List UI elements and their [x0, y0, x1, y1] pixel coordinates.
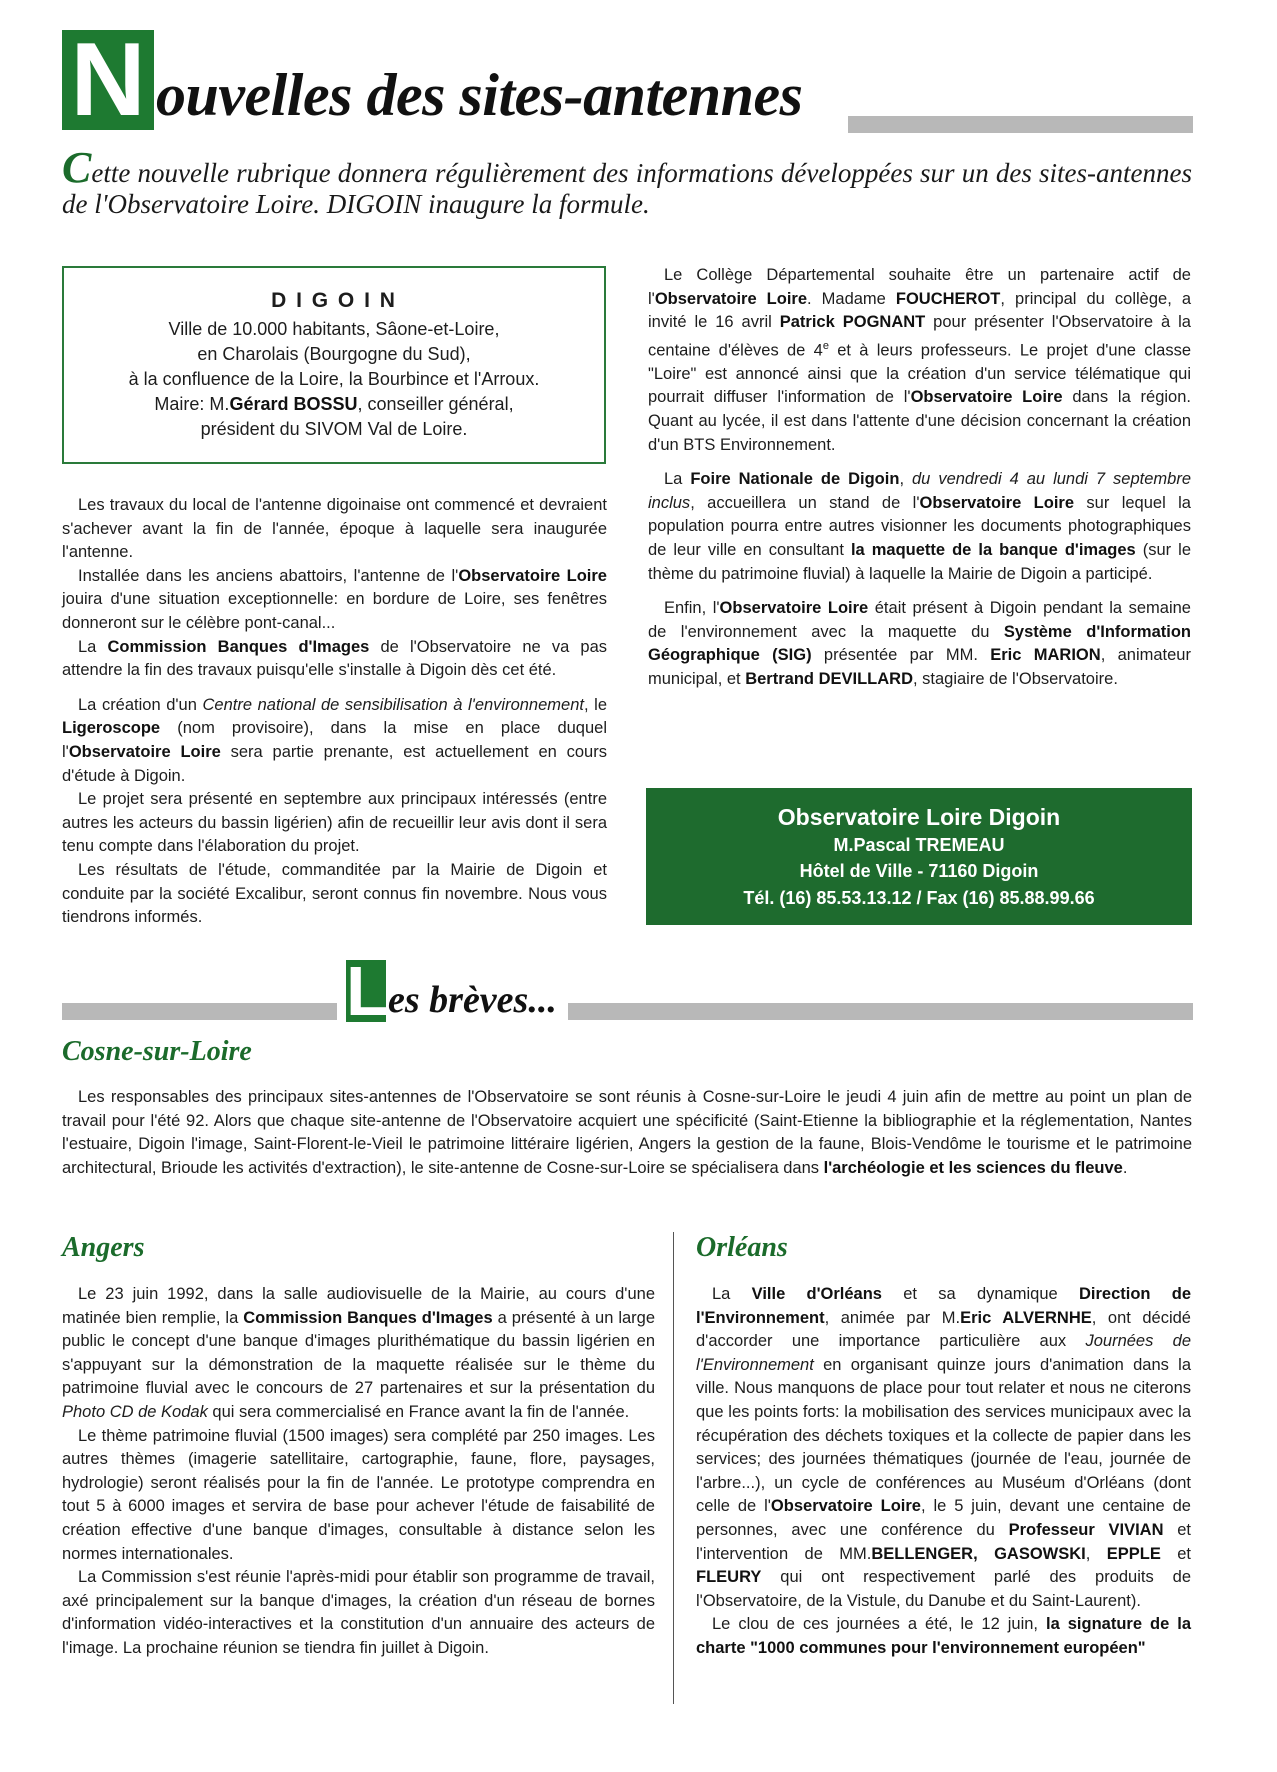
paragraph: La Foire Nationale de Digoin, du vendredi 4 au lundi 7 septembre inclus, accueillera un stand de l'Observatoire Loire sur lequel la population pourra entre autres visionner les documents photographiques de leur ville en consultant la maquette de la banque d'images (sur le thème du patrimoine fluvial) à laquelle la Mairie de Digoin a participé.	[648, 470, 1192, 583]
contact-box	[646, 788, 1192, 925]
paragraph: Les responsables des principaux sites-antennes de l'Observatoire se sont réunis à Cosne-sur-Loire le jeudi 4 juin afin de mettre au point un plan de travail pour l'été 92. Alors que chaque site-antenne de l'Observatoire acquiert une spécificité (Saint-Etienne la bibliographie et la réglementation, Nantes l'estuaire, Digoin l'image, Saint-Florent-le-Vieil le patrimoine littéraire ligérien, Angers la gestion de la faune, Blois-Vendôme le tourisme et le patrimoine architectural, Brioude les activités d'extraction), le site-antenne de Cosne-sur-Loire se spécialisera dans l'archéologie et les sciences du fleuve.	[62, 1088, 1192, 1177]
digoin-box-line3: à la confluence de la Loire, la Bourbince et l'Arroux.	[128, 369, 540, 389]
paragraph: La Ville d'Orléans et sa dynamique Direction de l'Environnement, animée par M.Eric ALVERNHE, ont décidé d'accorder une importance particulière aux Journées de l'Environnement en organisant quinze jours d'animation dans la ville. Nous manquons de place pour tout relater et nous ne citerons que les points forts: la mobilisation des services municipaux avec la récupération des déchets toxiques et la collecte de papier dans les services; des journées thématiques (journée de l'eau, journée de l'arbre...), un cycle de conférences au Muséum d'Orléans (dont celle de l'Observatoire Loire, le 5 juin, devant une centaine de personnes, avec une conférence du Professeur VIVIAN et l'intervention de MM.BELLENGER, GASOWSKI, EPPLE et FLEURY qui ont respectivement parlé des produits de l'Observatoire, de la Vistule, du Danube et du Saint-Laurent).	[696, 1285, 1192, 1610]
paragraph: La Commission Banques d'Images de l'Observatoire ne va pas attendre la fin des travaux puisqu'elle s'installe à Digoin dès cet été.	[62, 637, 608, 680]
paragraph: Enfin, l'Observatoire Loire était présent à Digoin pendant la semaine de l'environnement avec la maquette du Système d'Information Géographique (SIG) présentée par MM. Eric MARION, animateur municipal, et Bertrand DEVILLARD, stagiaire de l'Observatoire.	[648, 599, 1191, 688]
cosne-text	[62, 1086, 1192, 1180]
digoin-box-line2: en Charolais (Bourgogne du Sud),	[197, 344, 471, 364]
breves-rule-left	[62, 1003, 337, 1020]
right-column-text	[648, 264, 1191, 692]
angers-text	[62, 1283, 655, 1661]
title-initial: N	[62, 30, 154, 130]
breves-initial: L	[346, 952, 389, 1030]
title-text: ouvelles des sites-antennes	[156, 62, 803, 128]
paragraph: Les résultats de l'étude, commanditée par la Mairie de Digoin et conduite par la société Excalibur, seront connus fin novembre. Nous vous tiendrons informés.	[62, 860, 607, 927]
breves-text: es brèves...	[388, 979, 557, 1021]
paragraph: Le projet sera présenté en septembre aux principaux intéressés (entre autres les acteurs du bassin ligérien) afin de recueillir leur avis dont il sera tenu compte dans l'élaboration du projet.	[62, 790, 607, 856]
paragraph: La Commission s'est réunie l'après-midi pour établir son programme de travail, axé principalement sur la banque d'images, la création d'un réseau de bornes d'information vidéo-interactives et la constitution d'un annuaire des acteurs de l'image. La prochaine réunion se tiendra fin juillet à Digoin.	[62, 1568, 655, 1657]
digoin-box-title: D I G O I N	[271, 289, 397, 312]
paragraph: Le Collège Départemental souhaite être un partenaire actif de l'Observatoire Loire. Madame FOUCHEROT, principal du collège, a invité le 16 avril Patrick POGNANT pour présenter l'Observatoire à la centaine d'élèves de 4e et à leurs professeurs. Le projet d'une classe "Loire" est annoncé ainsi que la création d'un service télématique qui pourrait diffuser l'information de l'Observatoire Loire dans la région. Quant au lycée, il est dans l'attente d'une décision concernant la création d'un BTS Environnement.	[648, 266, 1192, 454]
paragraph: Les travaux du local de l'antenne digoinaise ont commencé et devraient s'achever avant la fin de l'année, époque à laquelle sera inaugurée l'antenne.	[62, 496, 607, 562]
digoin-box-line4: Maire: M.Gérard BOSSU, conseiller général,	[154, 394, 514, 414]
page-title	[62, 22, 842, 140]
section-heading-orleans: Orléans	[696, 1232, 788, 1263]
intro-paragraph	[62, 143, 1192, 220]
paragraph: Installée dans les anciens abattoirs, l'antenne de l'Observatoire Loire jouira d'une situation exceptionnelle: en bordure de Loire, ses fenêtres donneront sur le célèbre pont-canal...	[62, 566, 607, 632]
digoin-box-line5: président du SIVOM Val de Loire.	[200, 419, 468, 439]
breves-title	[346, 952, 566, 1030]
left-column-text	[62, 494, 607, 930]
digoin-info-box	[62, 266, 606, 464]
section-heading-cosne: Cosne-sur-Loire	[62, 1036, 252, 1067]
intro-initial: C	[62, 143, 92, 192]
contact-name: Observatoire Loire Digoin	[777, 804, 1061, 830]
digoin-box-line1: Ville de 10.000 habitants, Sâone-et-Loire,	[168, 319, 500, 339]
paragraph: Le thème patrimoine fluvial (1500 images) sera complété par 250 images. Les autres thèmes (imagerie satellitaire, cartographie, faune, flore, paysages, hydrologie) seront réalisés pour la fin de l'année. Le prototype comprendra en tout 5 à 6000 images et servira de base pour achever l'étude de faisabilité de création effective d'une banque d'images, consultable à distance selon les normes internationales.	[62, 1426, 655, 1563]
contact-person: M.Pascal TREMEAU	[833, 835, 1005, 855]
paragraph: La création d'un Centre national de sensibilisation à l'environnement, le Ligeroscope (nom provisoire), dans la mise en place duquel l'Observatoire Loire sera partie prenante, est actuellement en cours d'étude à Digoin.	[62, 695, 607, 785]
orleans-text	[696, 1283, 1191, 1661]
paragraph: Le 23 juin 1992, dans la salle audiovisuelle de la Mairie, au cours d'une matinée bien remplie, la Commission Banques d'Images a présenté à un large public le concept d'une banque d'images plurithématique du bassin ligérien en s'appuyant sur la démonstration de la maquette réalisée sur le thème du patrimoine fluvial avec le concours de 27 partenaires et sur la présentation du Photo CD de Kodak qui sera commercialisé en France avant la fin de l'année.	[62, 1285, 656, 1421]
contact-address: Hôtel de Ville - 71160 Digoin	[799, 861, 1039, 881]
header-rule	[848, 116, 1193, 133]
column-divider	[673, 1232, 674, 1704]
breves-rule-right	[568, 1003, 1193, 1020]
intro-text: ette nouvelle rubrique donnera régulièrement des informations développées sur un des sites-antennes de l'Observatoire Loire. DIGOIN inaugure la formule.	[62, 158, 1192, 219]
paragraph: Le clou de ces journées a été, le 12 juin, la signature de la charte "1000 communes pour l'environnement européen"	[696, 1615, 1192, 1657]
contact-phone: Tél. (16) 85.53.13.12 / Fax (16) 85.88.99.66	[743, 888, 1095, 908]
section-heading-angers: Angers	[62, 1232, 145, 1263]
